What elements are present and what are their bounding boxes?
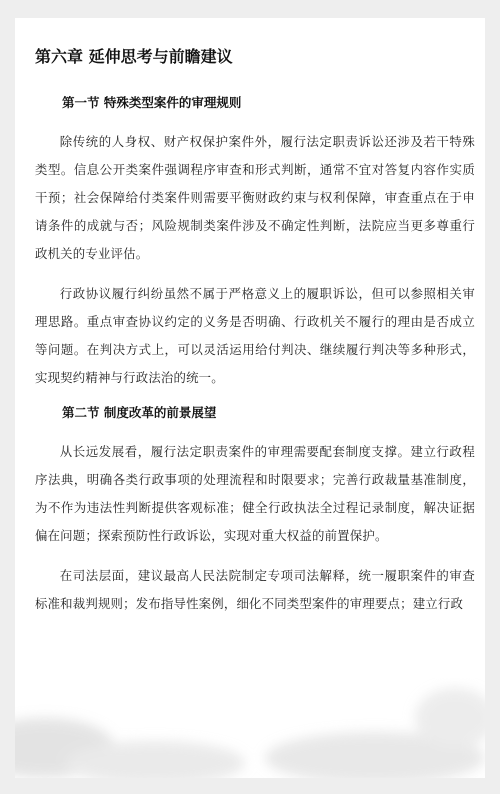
paragraph: 从长远发展看，履行法定职责案件的审理需要配套制度支撑。建立行政程序法典，明确各类行政事项的处理流程和时限要求；完善行政裁量基准制度，为不作为违法性判断提供客观标准；健全行政执法全过程记录制度，解决证据偏在问题；探索预防性行政诉讼，实现对重大权益的前置保护。 (35, 444, 475, 543)
document-content (35, 46, 475, 630)
chapter-title: 第六章 延伸思考与前瞻建议 (35, 47, 233, 66)
watercolor-texture (15, 638, 485, 778)
paragraph: 行政协议履行纠纷虽然不属于严格意义上的履职诉讼，但可以参照相关审理思路。重点审查协议约定的义务是否明确、行政机关不履行的理由是否成立等问题。在判决方式上，可以灵活运用给付判决、继续履行判决等多种形式，实现契约精神与行政法治的统一。 (35, 286, 475, 385)
paragraph: 在司法层面，建议最高人民法院制定专项司法解释，统一履职案件的审查标准和裁判规则；发布指导性案例，细化不同类型案件的审理要点；建立行政 (35, 568, 475, 611)
document-page (15, 18, 485, 778)
section-heading: 第二节 制度改革的前景展望 (62, 405, 217, 420)
paragraph: 除传统的人身权、财产权保护案件外，履行法定职责诉讼还涉及若干特殊类型。信息公开类案件强调程序审查和形式判断，通常不宜对答复内容作实质干预；社会保障给付类案件则需要平衡财政约束与权利保障，审查重点在于申请条件的成就与否；风险规制类案件涉及不确定性判断，法院应当更多尊重行政机关的专业评估。 (35, 134, 475, 261)
section-heading: 第一节 特殊类型案件的审理规则 (62, 95, 242, 110)
